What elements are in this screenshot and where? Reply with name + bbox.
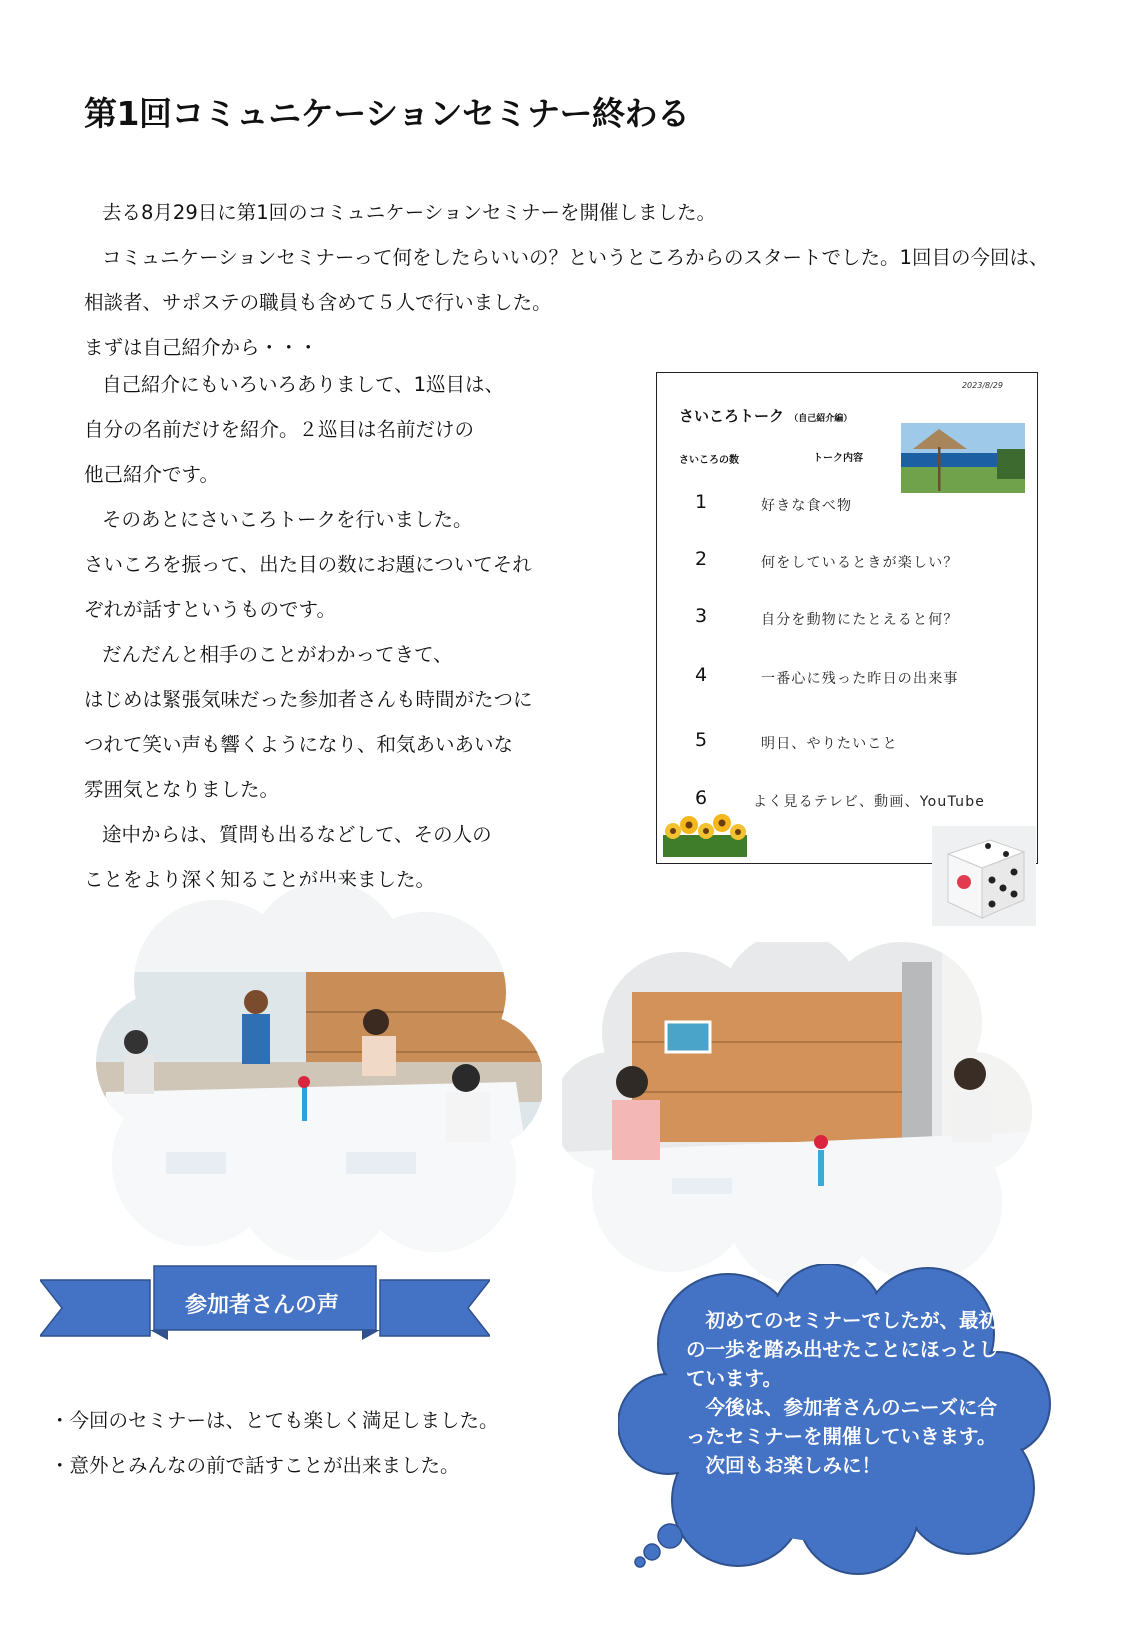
dice-number: 4 — [695, 664, 708, 686]
seminar-photo-2 — [562, 942, 1032, 1282]
seminar-photo-1 — [96, 882, 542, 1260]
body-line: 雰囲気となりました。 — [84, 778, 280, 801]
dice-number: 5 — [695, 729, 708, 751]
intro-paragraph: まずは自己紹介から・・・ — [84, 336, 319, 359]
dice-number: 3 — [695, 605, 708, 627]
message-line: 今後は、参加者さんのニーズに合ったセミナーを開催していきます。 — [686, 1396, 998, 1448]
card-date: 2023/8/29 — [961, 381, 1003, 390]
col-topic-header: トーク内容 — [813, 453, 863, 464]
body-line: 自分の名前だけを紹介。２巡目は名前だけの — [84, 418, 475, 441]
body-line: さいころを振って、出た目の数にお題についてそれ — [84, 553, 532, 576]
body-line: ことをより深く知ることが出来ました。 — [84, 868, 436, 891]
dice-number: 2 — [695, 548, 708, 570]
card-title — [679, 405, 852, 426]
cloud-tail-bubbles — [630, 1500, 710, 1570]
banner-title: 参加者さんの声 — [184, 1292, 339, 1318]
saikoro-talk-card — [656, 372, 1038, 864]
topic-text: 明日、やりたいこと — [761, 736, 898, 752]
voice-item: ・今回のセミナーは、とても楽しく満足しました。 — [50, 1409, 499, 1432]
dice-number: 1 — [695, 491, 708, 513]
topic-row-3 — [657, 605, 1037, 635]
body-line: だんだんと相手のことがわかってきて、 — [102, 643, 453, 666]
dice-number: 6 — [695, 787, 708, 809]
body-line: 途中からは、質問も出るなどして、その人の — [102, 823, 492, 846]
sunflowers-image — [663, 811, 747, 857]
col-dice-header: さいころの数 — [679, 455, 739, 466]
voice-item: ・意外とみんなの前で話すことが出来ました。 — [50, 1454, 460, 1477]
card-title-text: さいころトーク — [679, 407, 785, 425]
topic-text: 何をしているときが楽しい？ — [761, 555, 959, 571]
topic-row-1 — [657, 491, 1037, 521]
topic-row-2 — [657, 548, 1037, 578]
participant-voices — [50, 1398, 499, 1488]
topic-text: 一番心に残った昨日の出来事 — [761, 671, 959, 687]
dice-image — [932, 826, 1036, 926]
cloud-message — [686, 1306, 1016, 1480]
topic-text: 好きな食べ物 — [761, 498, 853, 514]
beach-umbrella-image — [901, 423, 1025, 493]
body-line: 他己紹介です。 — [84, 463, 219, 486]
card-subtitle: （自己紹介編） — [789, 414, 853, 424]
body-line: はじめは緊張気味だった参加者さんも時間がたつに — [84, 688, 533, 711]
intro-text — [84, 190, 1054, 370]
body-line: ぞれが話すというものです。 — [84, 598, 336, 621]
body-line: つれて笑い声も響くようになり、和気あいあいな — [84, 733, 514, 756]
topic-text: 自分を動物にたとえると何？ — [761, 612, 959, 628]
message-line: 次回もお楽しみに！ — [686, 1454, 882, 1477]
topic-row-4 — [657, 664, 1037, 694]
body-line: 自己紹介にもいろいろありまして、1巡目は、 — [102, 373, 505, 396]
body-line: そのあとにさいころトークを行いました。 — [102, 508, 473, 531]
topic-text: よく見るテレビ、動画、YouTube — [753, 794, 986, 810]
page-title: 第1回コミュニケーションセミナー終わる — [84, 94, 690, 133]
body-text — [84, 362, 654, 902]
intro-paragraph: コミュニケーションセミナーって何をしたらいいの？というところからのスタートでした。1回目の今回は、相談者、サポステの職員も含めて５人で行いました。 — [84, 246, 1049, 314]
intro-paragraph: 去る8月29日に第1回のコミュニケーションセミナーを開催しました。 — [102, 201, 716, 224]
topic-row-5 — [657, 729, 1037, 759]
message-line: 初めてのセミナーでしたが、最初の一歩を踏み出せたことにほっとしています。 — [686, 1309, 999, 1390]
